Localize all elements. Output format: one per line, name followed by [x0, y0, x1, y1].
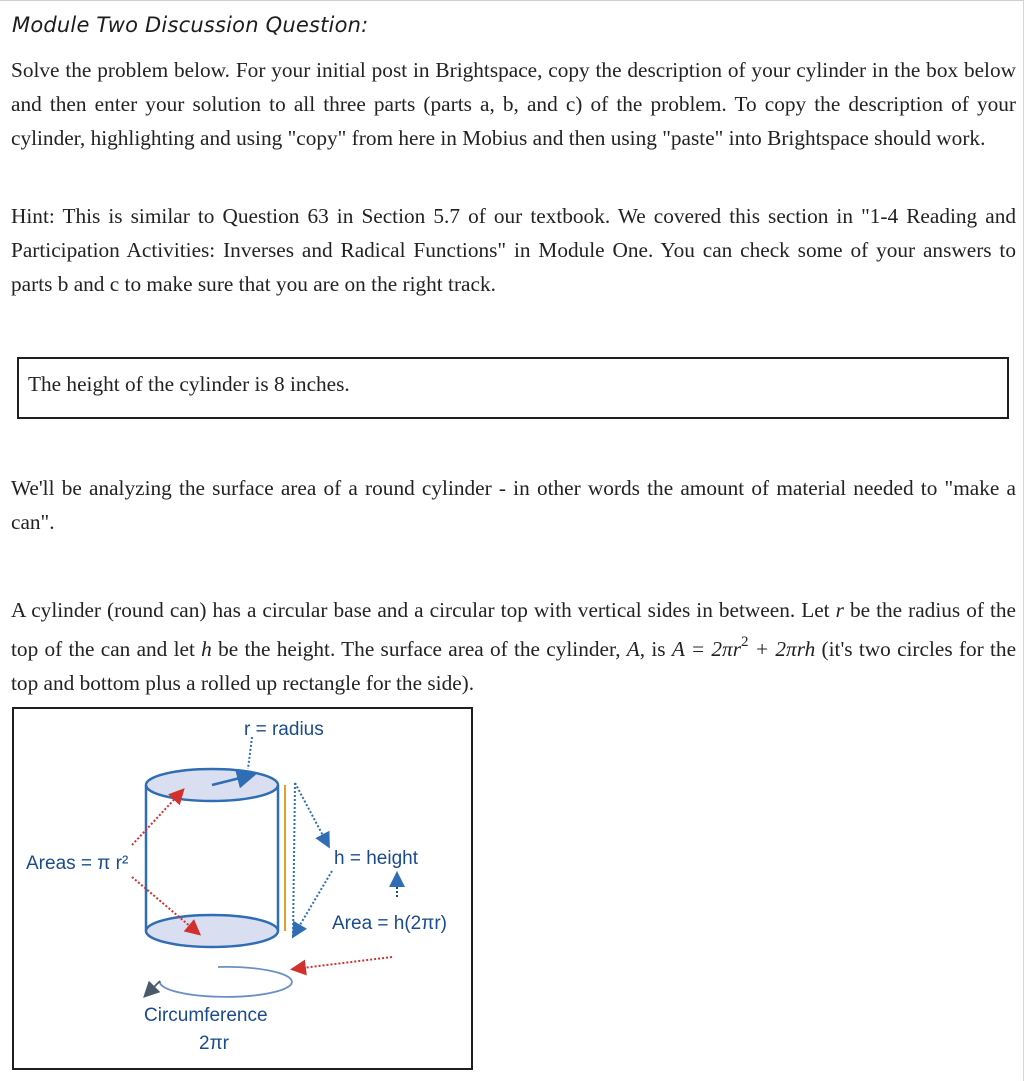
side-area-label: Area = h(2πr)	[332, 913, 448, 934]
circumference-label: Circumference	[144, 1005, 268, 1026]
bottom-base	[146, 915, 278, 947]
definition-text-1: A cylinder (round can) has a circular base and a circular top with vertical sides in between. Let	[11, 598, 836, 622]
cylinder-description-box[interactable]	[17, 357, 1009, 419]
cylinder-definition-paragraph	[11, 593, 1016, 700]
definition-text-5: (it's two circles for the top and bottom plus a rolled up rectangle for the side).	[11, 637, 1017, 696]
surface-area-formula	[671, 634, 816, 662]
height-pointer-top	[295, 783, 328, 845]
formula-rhs: + 2πrh	[748, 637, 816, 662]
height-label: h = height	[334, 848, 418, 869]
hint-paragraph: Hint: This is similar to Question 63 in Section 5.7 of our textbook. We covered this section in "1-4 Reading and Participation Activities: Inverses and Radical Functions" in Module One. You can check some of your answers to parts b and c to make sure that you are on the right track.	[11, 204, 1016, 296]
instructions-paragraph: Solve the problem below. For your initial post in Brightspace, copy the description of your cylinder in the box below and then enter your solution to all three parts (parts a, b, and c) of the problem. To copy the description of your cylinder, highlighting and using "copy" from here in Mobius and then using "paste" into Brightspace should work.	[11, 58, 1016, 150]
circumference-formula: 2πr	[199, 1033, 230, 1054]
cylinder-shape	[146, 769, 278, 947]
formula-lhs: A = 2πr	[671, 637, 741, 662]
areas-label: Areas = π r²	[26, 853, 129, 874]
circumference-ellipse	[160, 967, 292, 997]
radius-pointer	[248, 737, 252, 769]
analysis-paragraph: We'll be analyzing the surface area of a round cylinder - in other words the amount of material needed to "make a can".	[11, 476, 1016, 534]
page-title: Module Two Discussion Question:	[12, 13, 369, 37]
variable-r: r	[835, 598, 844, 622]
cylinder-diagram	[12, 707, 473, 1070]
radius-label: r = radius	[244, 719, 324, 740]
circumference-arrow	[152, 981, 160, 989]
cylinder-description-text[interactable]: The height of the cylinder is 8 inches.	[28, 372, 350, 396]
side-area-pointer	[294, 957, 392, 969]
definition-text-3: be the height. The surface area of the cylinder,	[211, 637, 627, 662]
height-pointer-bottom	[294, 871, 332, 935]
variable-h: h	[201, 637, 212, 662]
formula-exponent: 2	[741, 634, 749, 650]
side-edge	[293, 783, 295, 937]
definition-text-4: , is	[639, 637, 672, 662]
definition-text-2: be the radius of the top of the can and let	[11, 598, 1016, 662]
variable-a: A	[626, 637, 640, 662]
